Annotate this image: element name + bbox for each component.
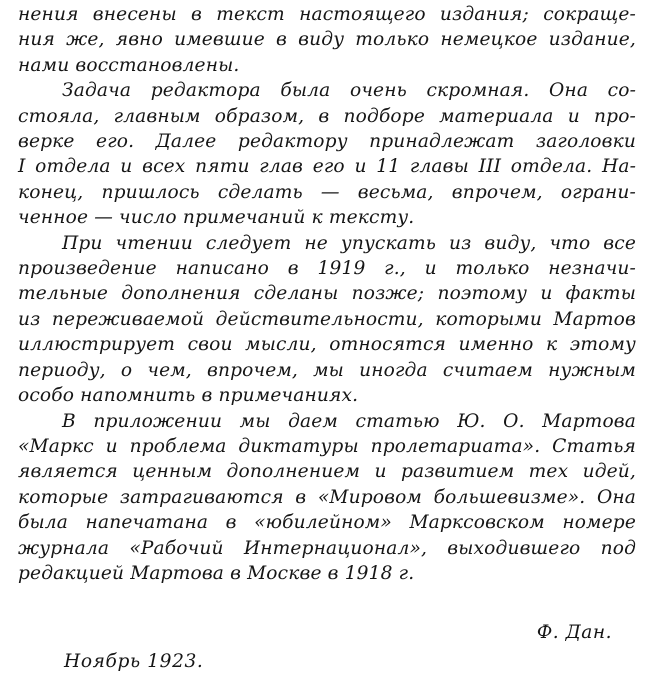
text-line: I отдела и всех пяти глав его и 11 главы III отдела. На- xyxy=(18,156,636,178)
text-line: особо напомнить в примечаниях. xyxy=(18,385,359,407)
text-line: является ценным дополнением и развитием тех идей, xyxy=(18,461,636,483)
paragraph-2 xyxy=(18,78,636,230)
text-line: журнала «Рабочий Интернационал», выходившего под xyxy=(18,537,636,559)
text-line: конец, пришлось сделать — весьма, впрочем, ограни- xyxy=(18,181,636,203)
text-line: из переживаемой действительности, которыми Мартов xyxy=(18,308,636,330)
paragraph-1 xyxy=(18,2,636,78)
document-body xyxy=(18,2,636,586)
paragraph-4 xyxy=(18,409,636,587)
text-line: которые затрагиваются в «Мировом большевизме». Она xyxy=(18,486,636,508)
text-line: Задача редактора была очень скромная. Она со- xyxy=(62,80,636,102)
text-line: ния же, явно имевшие в виду только немецкое издание, xyxy=(18,29,636,51)
text-line: ченное — число примечаний к тексту. xyxy=(18,207,415,229)
text-line: При чтении следует не упускать из виду, что все xyxy=(62,232,636,254)
signature: Ф. Дан. xyxy=(536,622,612,643)
text-line: нения внесены в текст настоящего издания; сокраще- xyxy=(18,4,636,25)
text-line: «Маркс и проблема диктатуры пролетариата». Статья xyxy=(18,435,636,457)
text-line: произведение написано в 1919 г., и только незначи- xyxy=(18,258,636,280)
paragraph-3 xyxy=(18,231,636,409)
text-line: В приложении мы даем статью Ю. О. Мартова xyxy=(62,410,636,432)
text-line: стояла, главным образом, в подборе материала и про- xyxy=(18,105,636,127)
text-line: нами восстановлены. xyxy=(18,54,240,76)
date-line: Ноябрь 1923. xyxy=(64,651,204,672)
text-line: тельные дополнения сделаны позже; поэтому и факты xyxy=(18,283,636,305)
text-line: периоду, о чем, впрочем, мы иногда считаем нужным xyxy=(18,359,636,381)
text-line: редакцией Мартова в Москве в 1918 г. xyxy=(18,562,415,584)
text-line: иллюстрирует свои мысли, относятся именно к этому xyxy=(18,334,636,356)
text-line: была напечатана в «юбилейном» Марксовском номере xyxy=(18,512,636,534)
text-line: верке его. Далее редактору принадлежат заголовки xyxy=(18,131,636,153)
